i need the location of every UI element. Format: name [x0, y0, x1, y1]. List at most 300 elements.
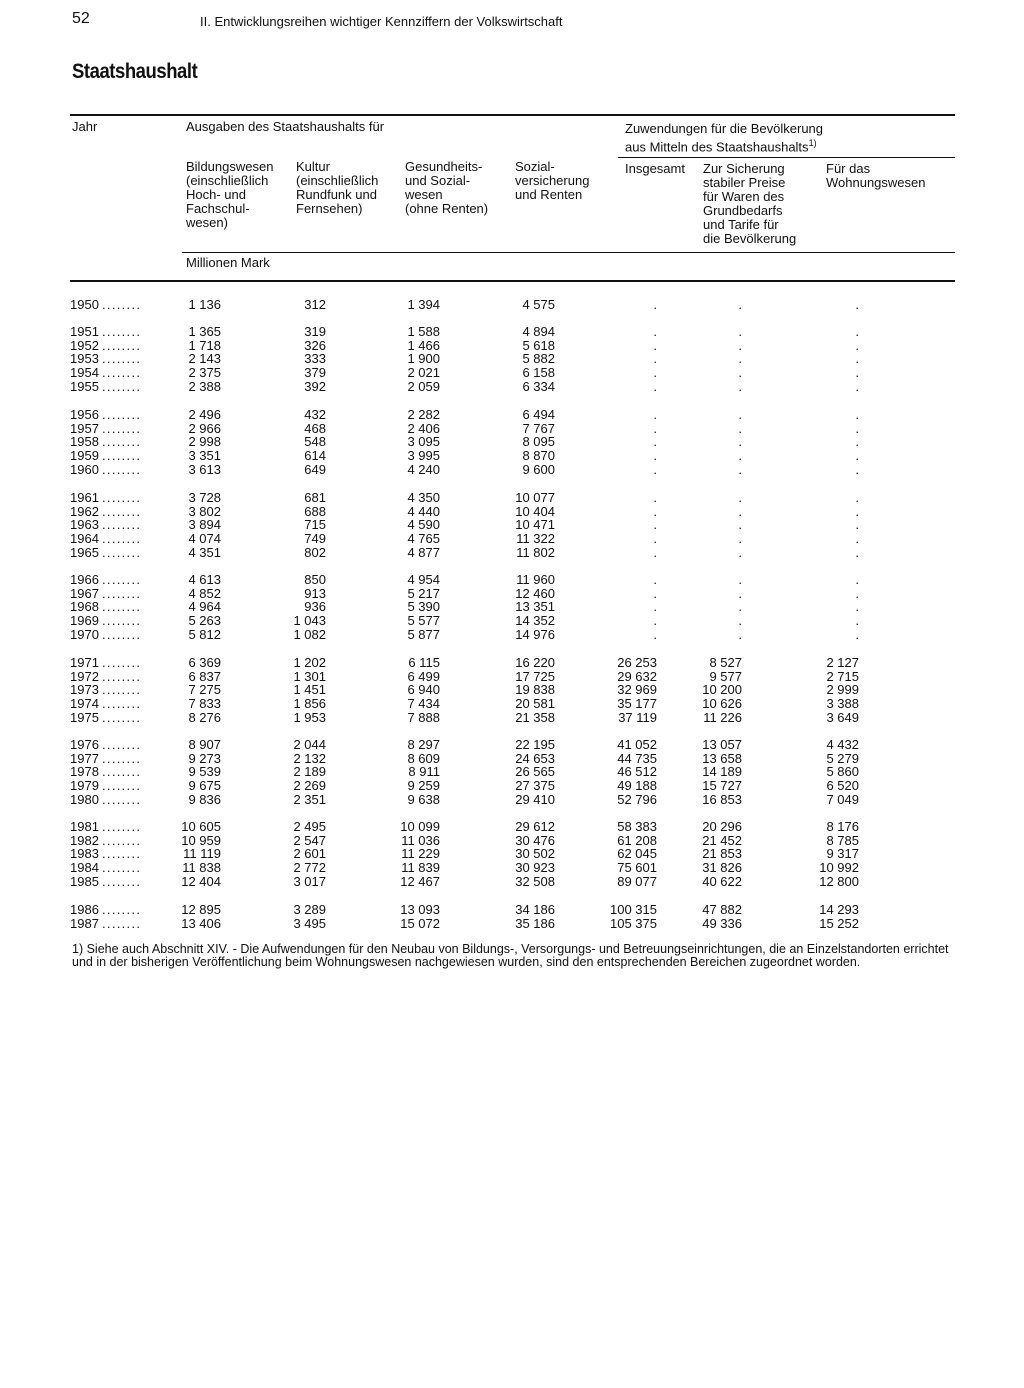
cell-bildungswesen: 1 718 — [188, 337, 221, 353]
cell-bildungswesen: 2 998 — [188, 434, 221, 450]
cell-insgesamt: . — [653, 448, 657, 464]
cell-wohnungswesen: . — [855, 297, 859, 312]
cell-year: 1955 — [70, 378, 99, 394]
cell-bildungswesen: 8 276 — [188, 709, 221, 725]
cell-kultur: 1 301 — [293, 668, 326, 684]
cell-sozialversicherung: 17 725 — [515, 668, 555, 684]
cell-preissicherung: 49 336 — [702, 915, 742, 931]
cell-wohnungswesen: . — [855, 448, 859, 464]
cell-wohnungswesen: 4 432 — [826, 737, 859, 752]
table-row — [0, 614, 1024, 628]
cell-preissicherung: 8 527 — [709, 655, 742, 670]
cell-kultur: 3 495 — [293, 915, 326, 931]
cell-kultur: 2 495 — [293, 819, 326, 834]
table-row — [0, 573, 1024, 587]
cell-wohnungswesen: . — [855, 351, 859, 367]
cell-year: 1970 — [70, 626, 99, 642]
cell-insgesamt: 61 208 — [617, 832, 657, 848]
cell-gesundheit: 10 099 — [400, 819, 440, 834]
leader-dots: ........ — [102, 682, 142, 698]
cell-insgesamt: 26 253 — [617, 655, 657, 670]
cell-sozialversicherung: 34 186 — [515, 902, 555, 917]
cell-sozialversicherung: 27 375 — [515, 778, 555, 794]
leader-dots: ........ — [102, 420, 142, 436]
cell-kultur: 749 — [304, 531, 326, 547]
cell-kultur: 2 269 — [293, 778, 326, 794]
cell-wohnungswesen: 5 279 — [826, 750, 859, 766]
cell-kultur: 688 — [304, 503, 326, 519]
cell-year: 1961 — [70, 490, 99, 505]
leader-dots: ........ — [102, 668, 142, 684]
table-row — [0, 738, 1024, 752]
cell-bildungswesen: 12 895 — [181, 902, 221, 917]
cell-bildungswesen: 4 964 — [188, 599, 221, 615]
cell-gesundheit: 1 394 — [407, 297, 440, 312]
table-row — [0, 779, 1024, 793]
leader-dots: ........ — [102, 778, 142, 794]
cell-preissicherung: 21 452 — [702, 832, 742, 848]
cell-sozialversicherung: 11 802 — [516, 544, 555, 560]
table-row — [0, 352, 1024, 366]
cell-kultur: 392 — [304, 378, 326, 394]
cell-kultur: 548 — [304, 434, 326, 450]
table-top-rule — [70, 114, 955, 116]
cell-sozialversicherung: 19 838 — [515, 682, 555, 698]
cell-bildungswesen: 7 833 — [188, 696, 221, 712]
cell-kultur: 850 — [304, 572, 326, 587]
cell-gesundheit: 4 240 — [407, 461, 440, 477]
cell-wohnungswesen: . — [855, 503, 859, 519]
cell-wohnungswesen: 14 293 — [819, 902, 859, 917]
leader-dots: ........ — [102, 517, 142, 533]
leader-dots: ........ — [102, 915, 142, 931]
cell-gesundheit: 8 297 — [407, 737, 440, 752]
cell-gesundheit: 11 839 — [401, 860, 440, 876]
cell-kultur: 326 — [304, 337, 326, 353]
cell-bildungswesen: 4 074 — [188, 531, 221, 547]
cell-preissicherung: . — [738, 490, 742, 505]
cell-gesundheit: 6 940 — [407, 682, 440, 698]
table-row — [0, 600, 1024, 614]
cell-sozialversicherung: 4 894 — [522, 324, 555, 339]
cell-sozialversicherung: 5 618 — [522, 337, 555, 353]
leader-dots: ........ — [102, 696, 142, 712]
cell-insgesamt: 105 375 — [610, 915, 657, 931]
cell-sozialversicherung: 10 077 — [515, 490, 555, 505]
cell-insgesamt: . — [653, 351, 657, 367]
cell-preissicherung: 31 826 — [702, 860, 742, 876]
cell-wohnungswesen: 10 992 — [819, 860, 859, 876]
cell-kultur: 432 — [304, 407, 326, 422]
leader-dots: ........ — [102, 490, 142, 505]
table-row — [0, 903, 1024, 917]
cell-bildungswesen: 2 496 — [188, 407, 221, 422]
cell-preissicherung: . — [738, 572, 742, 587]
cell-gesundheit: 9 638 — [407, 791, 440, 807]
cell-preissicherung: . — [738, 407, 742, 422]
cell-insgesamt: . — [653, 572, 657, 587]
cell-preissicherung: 16 853 — [702, 791, 742, 807]
cell-year: 1977 — [70, 750, 99, 766]
cell-preissicherung: . — [738, 503, 742, 519]
cell-sozialversicherung: 30 923 — [515, 860, 555, 876]
leader-dots: ........ — [102, 572, 142, 587]
cell-preissicherung: 13 057 — [702, 737, 742, 752]
cell-gesundheit: 1 466 — [407, 337, 440, 353]
cell-sozialversicherung: 6 494 — [522, 407, 555, 422]
cell-kultur: 649 — [304, 461, 326, 477]
cell-preissicherung: . — [738, 517, 742, 533]
cell-insgesamt: . — [653, 613, 657, 629]
cell-sozialversicherung: 30 502 — [515, 846, 555, 862]
cell-wohnungswesen: . — [855, 544, 859, 560]
table-row — [0, 546, 1024, 560]
cell-sozialversicherung: 22 195 — [515, 737, 555, 752]
leader-dots: ........ — [102, 613, 142, 629]
cell-year: 1953 — [70, 351, 99, 367]
cell-wohnungswesen: . — [855, 378, 859, 394]
cell-insgesamt: . — [653, 461, 657, 477]
cell-year: 1960 — [70, 461, 99, 477]
table-row — [0, 834, 1024, 848]
cell-insgesamt: 100 315 — [610, 902, 657, 917]
cell-wohnungswesen: . — [855, 490, 859, 505]
cell-year: 1950 — [70, 297, 99, 312]
table-row — [0, 765, 1024, 779]
cell-preissicherung: . — [738, 448, 742, 464]
cell-sozialversicherung: 8 870 — [522, 448, 555, 464]
cell-kultur: 2 044 — [293, 737, 326, 752]
cell-sozialversicherung: 14 352 — [515, 613, 555, 629]
table-row — [0, 518, 1024, 532]
cell-insgesamt: . — [653, 337, 657, 353]
cell-sozialversicherung: 13 351 — [515, 599, 555, 615]
cell-wohnungswesen: . — [855, 324, 859, 339]
cell-preissicherung: . — [738, 434, 742, 450]
cell-gesundheit: 1 588 — [407, 324, 440, 339]
table-row — [0, 861, 1024, 875]
cell-insgesamt: . — [653, 365, 657, 381]
cell-insgesamt: 35 177 — [617, 696, 657, 712]
cell-year: 1966 — [70, 572, 99, 587]
cell-preissicherung: . — [738, 626, 742, 642]
cell-gesundheit: 11 229 — [401, 846, 440, 862]
cell-gesundheit: 7 888 — [407, 709, 440, 725]
cell-sozialversicherung: 32 508 — [515, 873, 555, 889]
cell-wohnungswesen: 2 127 — [826, 655, 859, 670]
cell-sozialversicherung: 4 575 — [522, 297, 555, 312]
cell-wohnungswesen: 2 999 — [826, 682, 859, 698]
cell-preissicherung: . — [738, 365, 742, 381]
cell-preissicherung: 40 622 — [702, 873, 742, 889]
header-insgesamt: Insgesamt — [625, 161, 685, 176]
cell-gesundheit: 2 282 — [407, 407, 440, 422]
leader-dots: ........ — [102, 750, 142, 766]
cell-year: 1963 — [70, 517, 99, 533]
cell-bildungswesen: 4 613 — [188, 572, 221, 587]
cell-wohnungswesen: . — [855, 572, 859, 587]
cell-year: 1968 — [70, 599, 99, 615]
cell-preissicherung: . — [738, 297, 742, 312]
cell-year: 1967 — [70, 585, 99, 601]
table-row — [0, 435, 1024, 449]
cell-gesundheit: 4 954 — [407, 572, 440, 587]
footnote-marker: 1) — [808, 138, 817, 148]
cell-insgesamt: 37 119 — [618, 709, 657, 725]
cell-year: 1983 — [70, 846, 99, 862]
cell-bildungswesen: 12 404 — [181, 873, 221, 889]
header-bottom-rule — [70, 280, 955, 282]
leader-dots: ........ — [102, 585, 142, 601]
table-row — [0, 793, 1024, 807]
cell-sozialversicherung: 7 767 — [522, 420, 555, 436]
leader-dots: ........ — [102, 297, 142, 312]
cell-year: 1986 — [70, 902, 99, 917]
cell-sozialversicherung: 29 410 — [515, 791, 555, 807]
cell-bildungswesen: 13 406 — [181, 915, 221, 931]
zuwendungen-group-rule — [618, 157, 955, 158]
cell-bildungswesen: 5 812 — [188, 626, 221, 642]
table-row — [0, 505, 1024, 519]
cell-gesundheit: 4 350 — [407, 490, 440, 505]
cell-bildungswesen: 3 802 — [188, 503, 221, 519]
cell-gesundheit: 5 877 — [407, 626, 440, 642]
cell-preissicherung: 10 626 — [702, 696, 742, 712]
cell-wohnungswesen: 12 800 — [819, 873, 859, 889]
leader-dots: ........ — [102, 709, 142, 725]
cell-gesundheit: 4 765 — [407, 531, 440, 547]
cell-kultur: 333 — [304, 351, 326, 367]
cell-bildungswesen: 9 273 — [188, 750, 221, 766]
leader-dots: ........ — [102, 626, 142, 642]
leader-dots: ........ — [102, 407, 142, 422]
header-gesundheit: Gesundheits- und Sozial- wesen (ohne Renten) — [405, 159, 489, 216]
cell-bildungswesen: 6 837 — [188, 668, 221, 684]
running-header: II. Entwicklungsreihen wichtiger Kennziffern der Volkswirtschaft — [200, 14, 563, 29]
cell-year: 1981 — [70, 819, 99, 834]
table-row — [0, 683, 1024, 697]
cell-wohnungswesen: . — [855, 420, 859, 436]
header-kultur: Kultur (einschließlich Rundfunk und Fernsehen) — [296, 159, 379, 216]
cell-insgesamt: 44 735 — [617, 750, 657, 766]
cell-wohnungswesen: 7 049 — [826, 791, 859, 807]
cell-insgesamt: 49 188 — [617, 778, 657, 794]
cell-bildungswesen: 8 907 — [188, 737, 221, 752]
cell-gesundheit: 6 499 — [407, 668, 440, 684]
cell-sozialversicherung: 9 600 — [522, 461, 555, 477]
cell-wohnungswesen: 3 388 — [826, 696, 859, 712]
leader-dots: ........ — [102, 365, 142, 381]
cell-insgesamt: . — [653, 324, 657, 339]
cell-insgesamt: 52 796 — [617, 791, 657, 807]
cell-sozialversicherung: 6 158 — [522, 365, 555, 381]
cell-sozialversicherung: 8 095 — [522, 434, 555, 450]
cell-bildungswesen: 1 365 — [188, 324, 221, 339]
cell-sozialversicherung: 5 882 — [522, 351, 555, 367]
cell-preissicherung: . — [738, 585, 742, 601]
cell-preissicherung: . — [738, 351, 742, 367]
cell-insgesamt: 46 512 — [617, 764, 657, 780]
leader-dots: ........ — [102, 832, 142, 848]
header-year: Jahr — [72, 119, 98, 134]
header-group-ausgaben: Ausgaben des Staatshaushalts für — [186, 119, 385, 134]
cell-preissicherung: . — [738, 461, 742, 477]
cell-preissicherung: 20 296 — [702, 819, 742, 834]
header-group-zuwendungen-text: Zuwendungen für die Bevölkerung aus Mitteln des Staatshaushalts — [625, 121, 824, 155]
table-row — [0, 325, 1024, 339]
cell-sozialversicherung: 12 460 — [515, 585, 555, 601]
table-row — [0, 449, 1024, 463]
cell-year: 1972 — [70, 668, 99, 684]
cell-gesundheit: 9 259 — [407, 778, 440, 794]
unit-label: Millionen Mark — [186, 255, 270, 270]
cell-preissicherung: 15 727 — [702, 778, 742, 794]
cell-kultur: 2 132 — [293, 750, 326, 766]
cell-wohnungswesen: . — [855, 613, 859, 629]
cell-wohnungswesen: . — [855, 626, 859, 642]
cell-bildungswesen: 2 143 — [188, 351, 221, 367]
cell-preissicherung: . — [738, 420, 742, 436]
cell-wohnungswesen: . — [855, 337, 859, 353]
leader-dots: ........ — [102, 902, 142, 917]
cell-kultur: 2 547 — [293, 832, 326, 848]
cell-sozialversicherung: 10 404 — [515, 503, 555, 519]
leader-dots: ........ — [102, 503, 142, 519]
cell-year: 1979 — [70, 778, 99, 794]
cell-year: 1973 — [70, 682, 99, 698]
cell-kultur: 936 — [304, 599, 326, 615]
cell-insgesamt: 62 045 — [617, 846, 657, 862]
cell-sozialversicherung: 24 653 — [515, 750, 555, 766]
cell-sozialversicherung: 35 186 — [515, 915, 555, 931]
cell-bildungswesen: 2 375 — [188, 365, 221, 381]
cell-gesundheit: 12 467 — [400, 873, 440, 889]
header-wohnungswesen: Für das Wohnungswesen — [826, 161, 926, 190]
cell-sozialversicherung: 21 358 — [515, 709, 555, 725]
cell-preissicherung: 11 226 — [703, 709, 742, 725]
cell-kultur: 1 856 — [293, 696, 326, 712]
leader-dots: ........ — [102, 337, 142, 353]
cell-kultur: 3 017 — [293, 873, 326, 889]
cell-sozialversicherung: 11 322 — [516, 531, 555, 547]
cell-insgesamt: 58 383 — [617, 819, 657, 834]
cell-gesundheit: 3 995 — [407, 448, 440, 464]
cell-wohnungswesen: . — [855, 585, 859, 601]
cell-wohnungswesen: . — [855, 531, 859, 547]
leader-dots: ........ — [102, 655, 142, 670]
cell-year: 1958 — [70, 434, 99, 450]
cell-preissicherung: 14 189 — [702, 764, 742, 780]
cell-year: 1956 — [70, 407, 99, 422]
cell-gesundheit: 2 021 — [407, 365, 440, 381]
cell-preissicherung: . — [738, 337, 742, 353]
cell-bildungswesen: 3 613 — [188, 461, 221, 477]
leader-dots: ........ — [102, 764, 142, 780]
cell-gesundheit: 5 217 — [407, 585, 440, 601]
footnote: 1) Siehe auch Abschnitt XIV. - Die Aufwendungen für den Neubau von Bildungs-, Versorgungs- und Betreuungseinrichtungen, die an Einzelstandorten errichtet und in der bisherigen Veröffentlichung beim Wohnungswesen nachgewiesen wurden, sind den entsprechenden Bereichen zugeordnet worden. — [72, 942, 949, 969]
unit-rule — [182, 252, 955, 253]
leader-dots: ........ — [102, 846, 142, 862]
cell-bildungswesen: 6 369 — [188, 655, 221, 670]
cell-bildungswesen: 9 675 — [188, 778, 221, 794]
cell-wohnungswesen: 3 649 — [826, 709, 859, 725]
cell-kultur: 715 — [304, 517, 326, 533]
header-group-zuwendungen — [625, 122, 823, 154]
cell-kultur: 2 601 — [293, 846, 326, 862]
cell-bildungswesen: 2 388 — [188, 378, 221, 394]
leader-dots: ........ — [102, 461, 142, 477]
leader-dots: ........ — [102, 448, 142, 464]
cell-sozialversicherung: 14 976 — [515, 626, 555, 642]
cell-year: 1971 — [70, 655, 99, 670]
leader-dots: ........ — [102, 531, 142, 547]
cell-bildungswesen: 9 539 — [188, 764, 221, 780]
cell-bildungswesen: 1 136 — [188, 297, 221, 312]
cell-preissicherung: 21 853 — [702, 846, 742, 862]
cell-year: 1954 — [70, 365, 99, 381]
cell-insgesamt: . — [653, 599, 657, 615]
cell-kultur: 3 289 — [293, 902, 326, 917]
cell-sozialversicherung: 10 471 — [515, 517, 555, 533]
cell-insgesamt: 75 601 — [617, 860, 657, 876]
cell-wohnungswesen: . — [855, 599, 859, 615]
cell-year: 1982 — [70, 832, 99, 848]
cell-kultur: 379 — [304, 365, 326, 381]
cell-kultur: 1 202 — [293, 655, 326, 670]
cell-year: 1975 — [70, 709, 99, 725]
cell-preissicherung: . — [738, 613, 742, 629]
cell-wohnungswesen: 5 860 — [826, 764, 859, 780]
cell-sozialversicherung: 29 612 — [515, 819, 555, 834]
cell-wohnungswesen: 9 317 — [826, 846, 859, 862]
cell-kultur: 2 772 — [293, 860, 326, 876]
cell-sozialversicherung: 11 960 — [516, 572, 555, 587]
cell-preissicherung: . — [738, 599, 742, 615]
cell-wohnungswesen: 2 715 — [826, 668, 859, 684]
table-row — [0, 422, 1024, 436]
cell-sozialversicherung: 16 220 — [515, 655, 555, 670]
leader-dots: ........ — [102, 324, 142, 339]
cell-gesundheit: 13 093 — [400, 902, 440, 917]
cell-year: 1965 — [70, 544, 99, 560]
leader-dots: ........ — [102, 544, 142, 560]
cell-year: 1969 — [70, 613, 99, 629]
cell-kultur: 614 — [304, 448, 326, 464]
table-row — [0, 298, 1024, 312]
cell-kultur: 2 189 — [293, 764, 326, 780]
cell-insgesamt: . — [653, 585, 657, 601]
cell-gesundheit: 2 406 — [407, 420, 440, 436]
table-row — [0, 917, 1024, 931]
cell-kultur: 1 451 — [293, 682, 326, 698]
cell-kultur: 468 — [304, 420, 326, 436]
cell-insgesamt: . — [653, 434, 657, 450]
cell-bildungswesen: 11 838 — [182, 860, 221, 876]
leader-dots: ........ — [102, 378, 142, 394]
leader-dots: ........ — [102, 351, 142, 367]
cell-kultur: 1 043 — [293, 613, 326, 629]
cell-kultur: 319 — [304, 324, 326, 339]
cell-year: 1978 — [70, 764, 99, 780]
table-row — [0, 820, 1024, 834]
cell-year: 1962 — [70, 503, 99, 519]
table-row — [0, 847, 1024, 861]
cell-insgesamt: . — [653, 503, 657, 519]
cell-bildungswesen: 9 836 — [188, 791, 221, 807]
cell-bildungswesen: 4 852 — [188, 585, 221, 601]
cell-kultur: 2 351 — [293, 791, 326, 807]
page-title: Staatshaushalt — [72, 60, 198, 83]
